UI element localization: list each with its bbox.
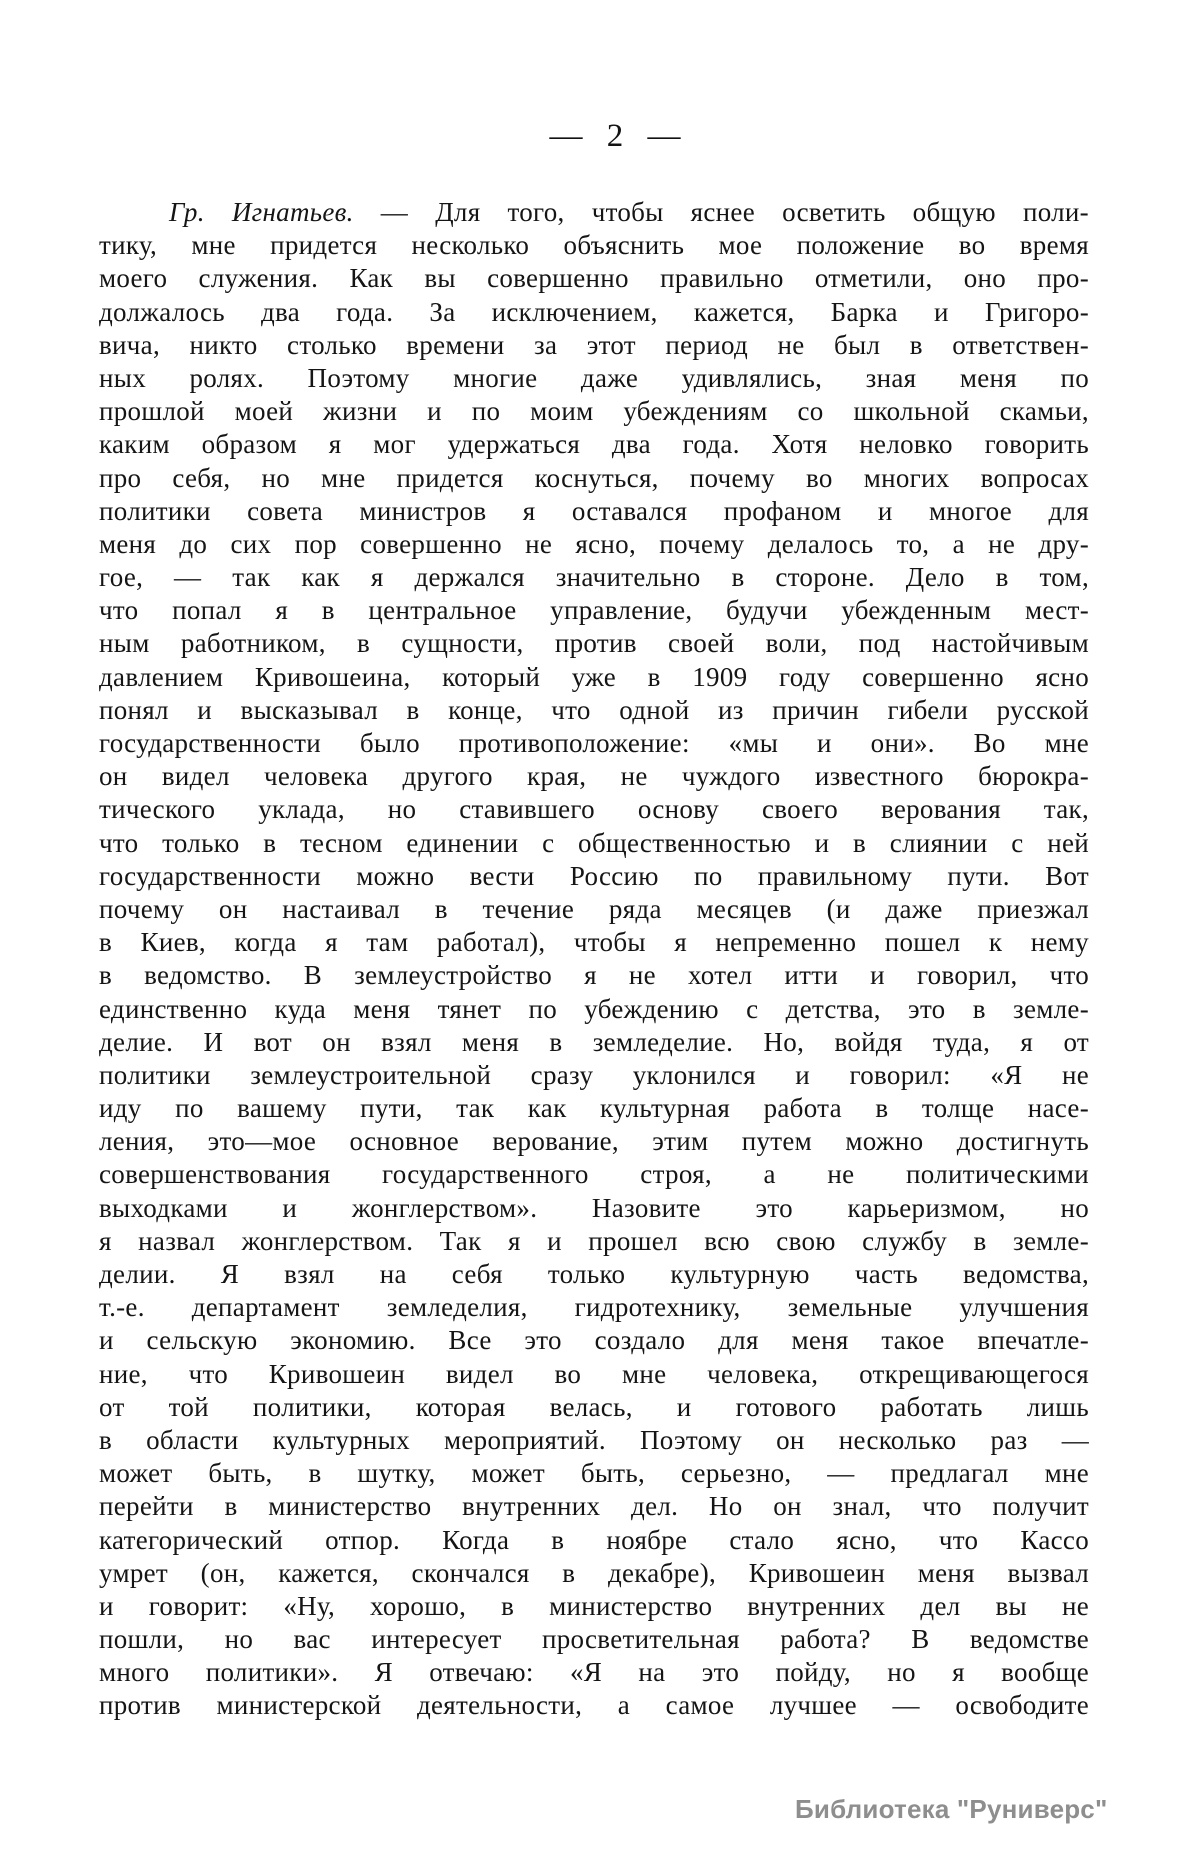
text-line: единственно куда меня тянет по убеждению с детства, это в земле-	[99, 993, 1089, 1024]
text-line: прошлой моей жизни и по моим убеждениям со школьной скамьи,	[99, 396, 1089, 427]
text-line: совершенствования государственного строя, а не политическими	[99, 1159, 1089, 1190]
text-line: выходками и жонглерством». Назовите это карьеризмом, но	[99, 1192, 1089, 1223]
text-line: перейти в министерство внутренних дел. Но он знал, что получит	[99, 1491, 1089, 1522]
text-line: иду по вашему пути, так как культурная работа в толще насе-	[99, 1093, 1089, 1124]
paragraph-lines	[99, 229, 1089, 1722]
text-line: много политики». Я отвечаю: «Я на это пойду, но я вообще	[99, 1657, 1089, 1688]
text-line: умрет (он, кажется, скончался в декабре), Кривошеин меня вызвал	[99, 1557, 1089, 1588]
library-watermark: Библиотека "Руниверс"	[795, 1794, 1108, 1824]
text-line: ления, это—мое основное верование, этим путем можно достигнуть	[99, 1126, 1089, 1157]
text-line: понял и высказывал в конце, что одной из причин гибели русской	[99, 694, 1089, 725]
text-line: делии. Я взял на себя только культурную часть ведомства,	[99, 1259, 1089, 1289]
text-line: давлением Кривошеина, который уже в 1909 году совершенно ясно	[99, 661, 1089, 692]
text-line: делие. И вот он взял меня в земледелие. Но, войдя туда, я от	[99, 1026, 1089, 1057]
text-line: государственности было противоположение: «мы и они». Во мне	[99, 728, 1089, 758]
text-line: ние, что Кривошеин видел во мне человека, открещивающегося	[99, 1358, 1089, 1389]
text-line: может быть, в шутку, может быть, серьезно, — предлагал мне	[99, 1458, 1089, 1489]
text-line: каким образом я мог удержаться два года. Хотя неловко говорить	[99, 429, 1089, 460]
first-line-text: — Для того, чтобы яснее осветить общую поли-	[353, 197, 1089, 227]
text-line: против министерской деятельности, а самое лучшее — освободите	[99, 1690, 1089, 1721]
text-line: в Киев, когда я там работал), чтобы я непременно пошел к нему	[99, 927, 1089, 958]
text-line: должалось два года. За исключением, кажется, Барка и Григоро-	[99, 296, 1089, 327]
text-line: вича, никто столько времени за этот период не был в ответствен-	[99, 329, 1089, 360]
text-line: в области культурных мероприятий. Поэтому он несколько раз —	[99, 1424, 1089, 1455]
text-line: категорический отпор. Когда в ноябре стало ясно, что Кассо	[99, 1524, 1089, 1555]
text-line: меня до сих пор совершенно не ясно, почему делалось то, а не дру-	[99, 528, 1089, 559]
text-line: т.-е. департамент земледелия, гидротехнику, земельные улучшения	[99, 1292, 1089, 1323]
text-line: что только в тесном единении с общественностью и в слиянии с ней	[99, 827, 1089, 858]
text-line: в ведомство. В землеустройство я не хотел итти и говорил, что	[99, 960, 1089, 991]
text-line: от той политики, которая велась, и готового работать лишь	[99, 1391, 1089, 1422]
text-line: государственности можно вести Россию по правильному пути. Вот	[99, 860, 1089, 891]
text-line: пошли, но вас интересует просветительная работа? В ведомстве	[99, 1624, 1089, 1655]
text-line: почему он настаивал в течение ряда месяцев (и даже приезжал	[99, 893, 1089, 924]
text-line: я назвал жонглерством. Так я и прошел всю свою службу в земле-	[99, 1225, 1089, 1256]
page-number: — 2 —	[549, 118, 681, 154]
text-line: гое, — так как я держался значительно в стороне. Дело в том,	[99, 562, 1089, 593]
text-line: он видел человека другого края, не чуждого известного бюрокра-	[99, 761, 1089, 792]
text-line: ных ролях. Поэтому многие даже удивлялись, зная меня по	[99, 362, 1089, 393]
text-line: про себя, но мне придется коснуться, почему во многих вопросах	[99, 462, 1089, 493]
body-text	[99, 196, 1089, 1723]
text-line: тику, мне придется несколько объяснить мое положение во время	[99, 230, 1089, 261]
text-line: политики землеустроительной сразу уклонился и говорил: «Я не	[99, 1059, 1089, 1090]
text-line: моего служения. Как вы совершенно правильно отметили, оно про-	[99, 263, 1089, 294]
text-line: тического уклада, но ставившего основу своего верования так,	[99, 794, 1089, 825]
text-line: ным работником, в сущности, против своей воли, под настойчивым	[99, 628, 1089, 659]
text-line: что попал я в центральное управление, будучи убежденным мест-	[99, 595, 1089, 626]
text-line: политики совета министров я оставался профаном и многое для	[99, 495, 1089, 526]
text-line: и говорит: «Ну, хорошо, в министерство внутренних дел вы не	[99, 1590, 1089, 1621]
speaker-name: Гр. Игнатьев.	[169, 197, 354, 227]
paragraph-first-line	[99, 196, 1089, 229]
text-line: и сельскую экономию. Все это создало для меня такое впечатле-	[99, 1325, 1089, 1356]
